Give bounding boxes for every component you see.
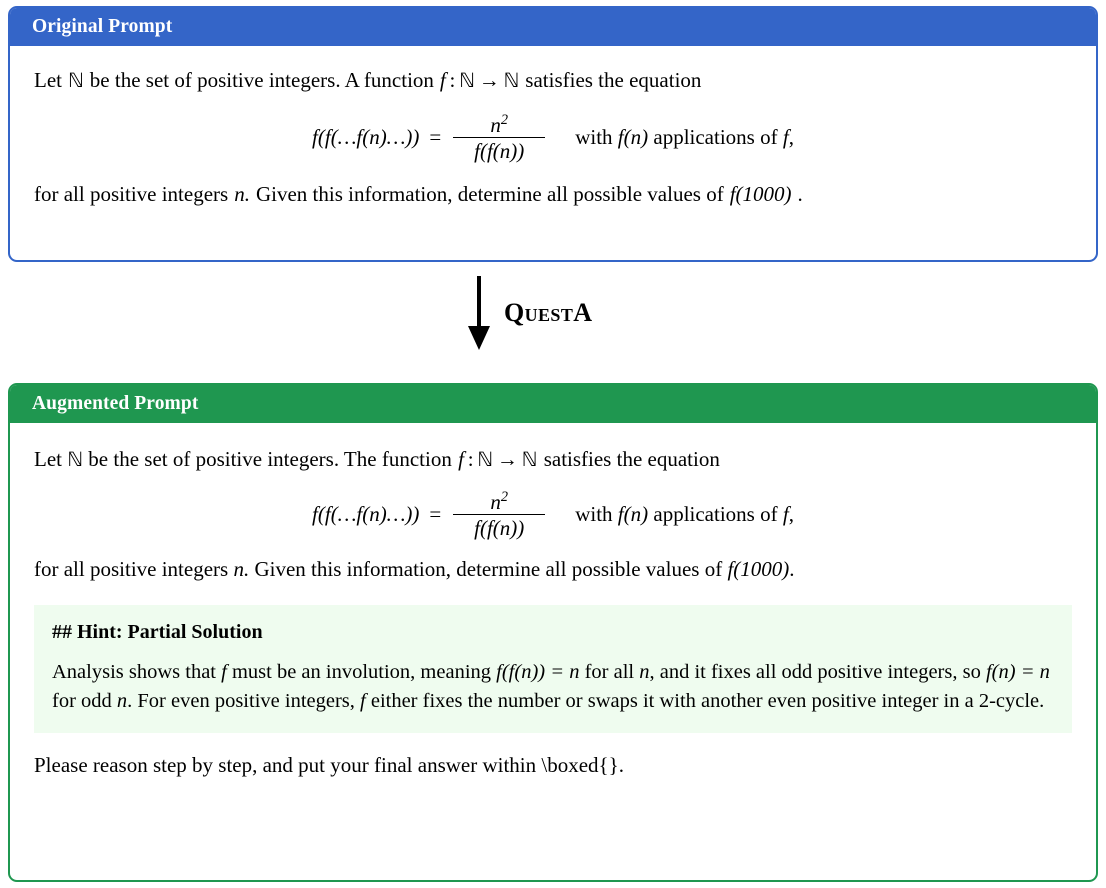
intro-mid: be the set of positive integers. The function (88, 447, 452, 471)
down-arrow-icon (462, 274, 496, 352)
intro-lead: Let (34, 447, 62, 471)
numerator-exponent: 2 (500, 488, 509, 505)
original-display-equation (34, 95, 1072, 162)
augmented-footer-instruction (34, 733, 1072, 779)
hint-text-h: either fixes the number or swaps it with another even positive integer in a 2-cycle. (370, 690, 1045, 713)
original-prompt-card (8, 6, 1098, 262)
codomain-symbol: ℕ (521, 448, 538, 471)
fraction-denominator: f(f(n)) (474, 138, 525, 163)
annotation-function-2: f (782, 502, 789, 527)
domain-symbol: ℕ (477, 448, 494, 471)
hint-text-c: for all (584, 661, 635, 684)
equation-relation: = (429, 125, 442, 150)
codomain-symbol: ℕ (503, 69, 520, 92)
hint-function-symbol-2: f (360, 690, 366, 713)
original-prompt-title: Original Prompt (32, 16, 173, 37)
function-variable: f (439, 68, 446, 92)
closing-lead: for all positive integers (34, 182, 229, 207)
annotation-mid: applications of (653, 502, 778, 527)
augmented-closing-paragraph (34, 539, 1072, 583)
numerator-base: n (490, 112, 501, 137)
equation-fraction (453, 490, 545, 539)
intro-tail: satisfies the equation (525, 68, 702, 92)
intro-mid: be the set of positive integers. A function (89, 68, 434, 92)
hint-involution-equation: f(f(n)) = n (496, 661, 580, 684)
augmented-prompt-card (8, 383, 1098, 882)
closing-lead: for all positive integers (34, 557, 229, 582)
fraction-numerator (484, 113, 514, 137)
hint-fixed-point-equation: f(n) = n (985, 661, 1050, 684)
hint-section-wrapper (34, 583, 1072, 732)
colon-operator: : (449, 68, 456, 92)
equation-lhs: f(f(…f(n)…)) (312, 125, 420, 150)
closing-end: . (797, 182, 803, 207)
hint-variable-n: n (639, 661, 650, 684)
original-prompt-body (10, 46, 1096, 208)
closing-mid: Given this information, determine all possible values of (254, 557, 723, 582)
maps-to-arrow: → (478, 68, 500, 92)
intro-lead: Let (34, 68, 62, 92)
augmented-prompt-title: Augmented Prompt (32, 393, 199, 414)
fraction-denominator: f(f(n)) (474, 515, 525, 540)
augmented-display-equation (34, 474, 1072, 539)
intro-tail: satisfies the equation (543, 447, 720, 471)
equation-lhs: f(f(…f(n)…)) (312, 502, 420, 527)
footer-boxed-macro: \boxed{} (541, 752, 619, 777)
annotation-prefix: with (575, 502, 613, 527)
footer-text-a: Please reason step by step, and put your final answer within (34, 752, 537, 777)
hint-text-d: , and it fixes all odd positive integers, so (649, 661, 981, 684)
augmented-intro-paragraph (34, 423, 1072, 474)
transition-section (0, 266, 1106, 378)
closing-mid: Given this information, determine all possible values of (255, 182, 724, 207)
maps-to-arrow: → (496, 447, 518, 471)
equation-fraction (453, 113, 545, 162)
augmented-prompt-body (10, 423, 1096, 779)
annotation-function: f(n) (617, 125, 649, 150)
annotation-function: f(n) (617, 502, 649, 527)
original-prompt-header (10, 8, 1096, 46)
hint-title: ## Hint: Partial Solution (52, 621, 263, 644)
annotation-end: , (788, 125, 794, 150)
hint-body (52, 658, 1054, 716)
function-variable: f (458, 447, 464, 471)
natural-numbers-symbol: ℕ (67, 69, 84, 92)
hint-text-e: for odd (52, 690, 112, 713)
hint-function-symbol: f (221, 661, 227, 684)
annotation-function-2: f (782, 125, 789, 150)
hint-text-b: must be an involution, meaning (231, 661, 492, 684)
annotation-end: , (788, 502, 794, 527)
closing-end: . (789, 557, 795, 582)
numerator-base: n (490, 489, 501, 514)
augmented-prompt-header (10, 385, 1096, 423)
hint-variable-n-2: n (116, 690, 128, 713)
annotation-mid: applications of (653, 125, 778, 150)
original-closing-paragraph (34, 162, 1072, 208)
footer-text-b: . (618, 752, 624, 777)
equation-annotation (547, 123, 794, 151)
original-intro-paragraph (34, 46, 1072, 95)
annotation-prefix: with (575, 125, 613, 150)
natural-numbers-symbol: ℕ (67, 448, 84, 471)
fraction-numerator (484, 490, 514, 514)
hint-box (34, 605, 1072, 732)
domain-symbol: ℕ (459, 69, 475, 92)
numerator-exponent: 2 (500, 111, 509, 128)
closing-value: f(1000) (727, 557, 790, 582)
closing-value: f(1000) (729, 182, 792, 207)
hint-text-g: . For even positive integers, (127, 690, 355, 713)
closing-variable: n. (233, 557, 250, 582)
equation-relation: = (429, 502, 442, 527)
hint-text-a: Analysis shows that (52, 661, 216, 684)
equation-annotation (547, 500, 794, 528)
colon-operator: : (467, 447, 474, 471)
closing-variable: n. (234, 182, 250, 207)
questa-method-label: QuestA (504, 298, 593, 327)
